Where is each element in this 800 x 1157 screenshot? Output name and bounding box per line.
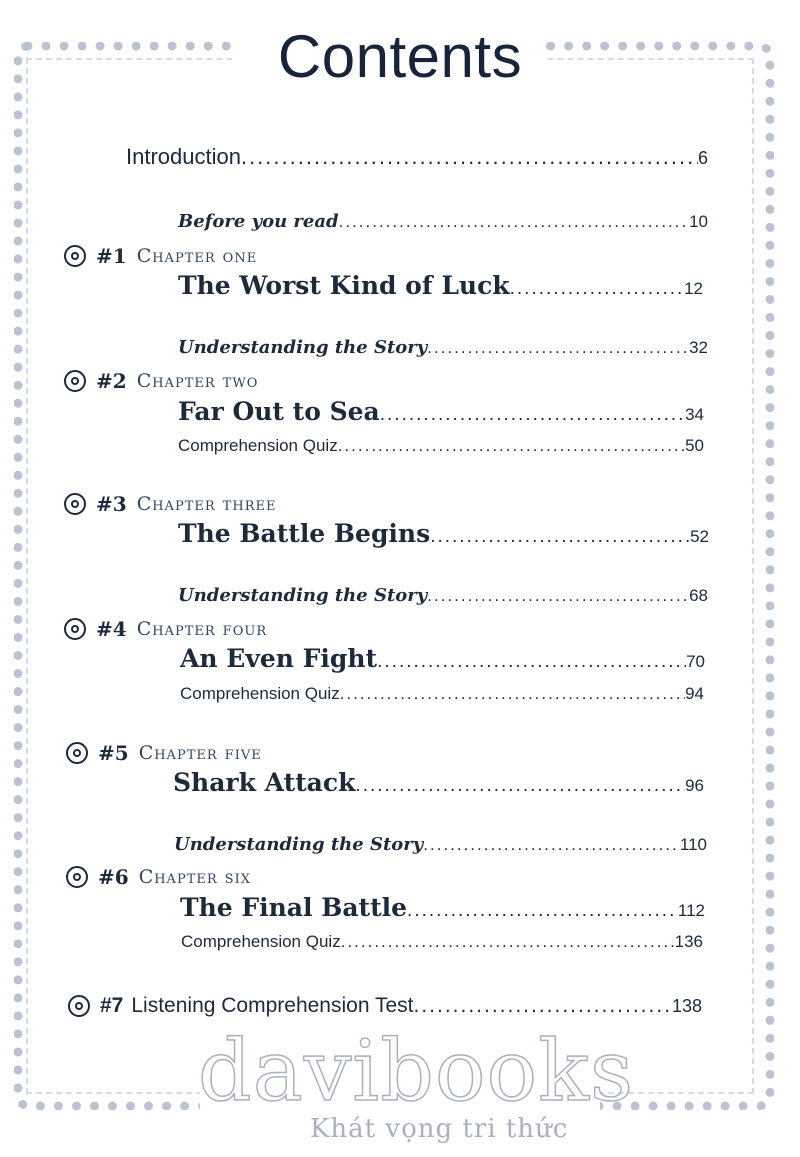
toc-entry-understanding[interactable] [178, 585, 708, 606]
toc-page-number: 12 [684, 279, 703, 298]
chapter-name: Chapter three [136, 493, 277, 515]
track-number: #3 [96, 492, 127, 516]
track-number: #7 [100, 994, 124, 1017]
leader-dots [430, 526, 690, 548]
chapter-heading-5 [66, 741, 262, 765]
toc-page-number: 110 [679, 835, 707, 854]
track-number: #4 [96, 617, 127, 641]
chapter-name: Chapter four [136, 618, 268, 640]
toc-entry-label: An Even Fight [180, 644, 378, 673]
toc-entry-label: Introduction [126, 144, 241, 169]
toc-entry-label: Far Out to Sea [178, 397, 380, 426]
toc-entry-introduction[interactable] [126, 144, 708, 170]
leader-dots [341, 932, 675, 952]
leader-dots [413, 994, 671, 1018]
chapter-name: Chapter one [136, 245, 258, 267]
toc-entry-label: The Battle Begins [178, 519, 431, 548]
leader-dots [339, 212, 689, 232]
watermark-logo: davibooks [198, 1022, 635, 1120]
toc-entry-label: The Final Battle [180, 893, 408, 922]
toc-entry-story[interactable] [173, 768, 704, 797]
chapter-heading-6 [66, 865, 251, 889]
track-number: #5 [98, 741, 129, 765]
chapter-heading-2 [64, 369, 258, 393]
toc-entry-label: Shark Attack [173, 768, 356, 797]
leader-dots [241, 144, 698, 170]
toc-page-number: 94 [685, 684, 704, 703]
toc-page-number: 70 [686, 652, 705, 671]
toc-entry-story[interactable] [178, 519, 709, 548]
toc-page-number: 50 [685, 436, 704, 455]
cd-icon [64, 493, 86, 515]
leader-dots [427, 586, 689, 606]
toc-entry-understanding[interactable] [178, 337, 708, 358]
leader-dots [355, 775, 685, 797]
toc-entry-quiz[interactable] [180, 684, 704, 704]
toc-entry-label: Before you read [178, 211, 339, 232]
watermark-tagline: Khát vọng tri thức [310, 1114, 569, 1144]
toc-entry-story[interactable] [180, 644, 705, 673]
toc-entry-story[interactable] [180, 893, 705, 922]
leader-dots [427, 338, 689, 358]
toc-page-number: 6 [697, 148, 708, 168]
toc-entry-before-you-read[interactable] [178, 211, 708, 232]
leader-dots [340, 684, 685, 704]
cd-icon [64, 618, 86, 640]
toc-entry-label: Listening Comprehension Test [131, 994, 414, 1017]
toc-entry-label: The Worst Kind of Luck [178, 271, 510, 300]
toc-page-number: 68 [689, 586, 708, 605]
toc-page-number: 10 [689, 212, 708, 231]
cd-icon [64, 370, 86, 392]
toc-entry-label: Comprehension Quiz [181, 932, 341, 951]
chapter-name: Chapter two [136, 370, 259, 392]
track-number: #2 [96, 369, 127, 393]
toc-entry-label: Comprehension Quiz [180, 684, 340, 703]
toc-page-number: 32 [689, 338, 708, 357]
chapter-heading-4 [64, 617, 267, 641]
toc-entry-label: Understanding the Story [178, 337, 428, 358]
toc-entry-label: Understanding the Story [174, 834, 424, 855]
cd-icon [66, 866, 88, 888]
chapter-name: Chapter five [138, 742, 262, 764]
track-number: #6 [98, 865, 129, 889]
toc-entry-story[interactable] [178, 271, 703, 300]
toc-entry-listening-test[interactable] [68, 994, 702, 1018]
toc-entry-quiz[interactable] [178, 436, 704, 456]
chapter-heading-3 [64, 492, 276, 516]
toc-page-number: 112 [677, 901, 705, 920]
toc-entry-label: Understanding the Story [178, 585, 428, 606]
cd-icon [66, 742, 88, 764]
toc-entry-quiz[interactable] [181, 932, 703, 952]
toc-entry-label: Comprehension Quiz [178, 436, 338, 455]
leader-dots [380, 404, 685, 426]
toc-entry-story[interactable] [178, 397, 704, 426]
cd-icon [64, 245, 86, 267]
leader-dots [377, 651, 686, 673]
toc-page-number: 96 [685, 776, 704, 795]
leader-dots [407, 900, 678, 922]
chapter-heading-1 [64, 244, 257, 268]
toc-page-number: 136 [674, 932, 703, 951]
toc-entry-understanding[interactable] [174, 834, 707, 855]
leader-dots [338, 436, 685, 456]
cd-icon [68, 995, 90, 1017]
chapter-name: Chapter six [138, 866, 251, 888]
toc-page-number: 52 [690, 527, 709, 546]
leader-dots [510, 278, 684, 300]
toc-page-number: 34 [685, 405, 704, 424]
track-number: #1 [96, 244, 127, 268]
toc-page-number: 138 [671, 996, 702, 1016]
leader-dots [423, 835, 680, 855]
page-title: Contents [277, 23, 523, 90]
